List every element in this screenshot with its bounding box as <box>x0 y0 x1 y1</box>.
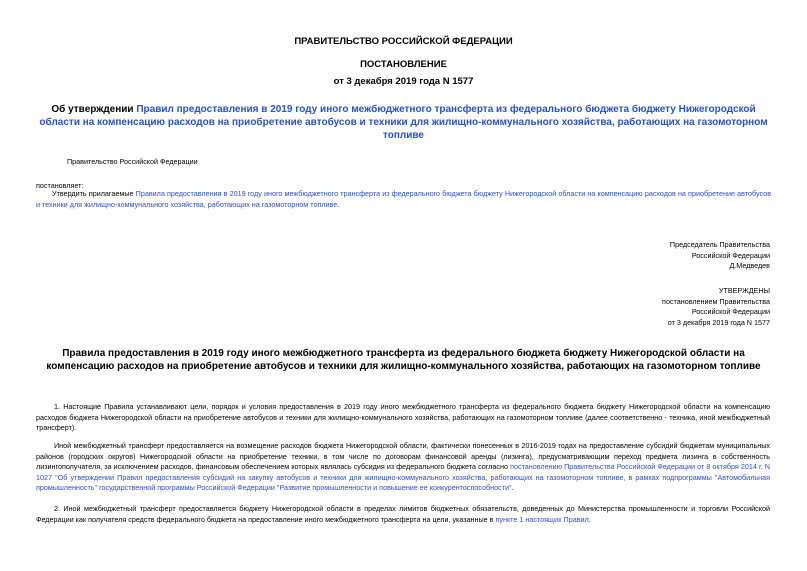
resolution-1027-link[interactable]: постановлению Правительства Российской Федерации от 8 октября 2014 г. N 1027 "Об утверждении Правил предоставления субсидий на закупку автобусов и техники для жилищно-коммунального хозяйства, работающих на газомоторном топливе, в рамках подпрограммы "Автомобильная промышленность" государственной программы Российской Федерации "Развитие промышленности и повышение ее конкурентоспособности" <box>36 462 770 492</box>
approved-block <box>570 286 770 328</box>
preamble-government: Правительство Российской Федерации <box>67 157 198 166</box>
signature-line-2: Российской Федерации <box>691 250 770 260</box>
government-heading: ПРАВИТЕЛЬСТВО РОССИЙСКОЙ ФЕДЕРАЦИИ <box>294 36 513 47</box>
approved-line-4: от 3 декабря 2019 года N 1577 <box>667 317 770 327</box>
approve-prefix: Утвердить прилагаемые <box>52 189 136 198</box>
paragraph-3-text: 2. Иной межбюджетный трансферт предоставляется бюджету Нижегородской области в пределах лимитов бюджетных обязательств, доведенных до Министерства промышленности и торговли Российской Федерации как получателя средств федерального бюджета на предоставление иного межбюджетного трансферта на цели, указанные в <box>36 504 770 524</box>
approved-line-2: постановлением Правительства <box>662 296 770 306</box>
preamble-resolves: постановляет: <box>36 181 84 190</box>
title-prefix: Об утверждении <box>51 104 137 115</box>
paragraph-2-suffix: . <box>511 483 514 492</box>
rules-title: Правила предоставления в 2019 году иного межбюджетного трансферта из федерального бюджета бюджету Нижегородской области на компенсацию расходов на приобретение автобусов и техники для жилищно-коммунального хозяйства, работающих на газомоторном топливе <box>46 348 761 372</box>
document-title <box>36 103 771 142</box>
paragraph-3 <box>36 504 770 525</box>
approve-suffix: . <box>337 199 340 209</box>
approved-line-1: УТВЕРЖДЕНЫ <box>718 286 770 295</box>
signature-line-1: Председатель Правительства <box>669 240 770 249</box>
date-number-heading: от 3 декабря 2019 года N 1577 <box>333 76 474 87</box>
title-rules-link[interactable]: Правил предоставления в 2019 году иного межбюджетного трансферта из федерального бюджета бюджету Нижегородской области на компенсацию расходов на приобретение автобусов и техники для жилищно-коммунального хозяйства, работающих на газомоторном топливе <box>39 104 768 141</box>
approved-line-3: Российской Федерации <box>691 307 770 316</box>
signature-line-3: Д.Медведев <box>729 261 770 270</box>
doc-type-heading: ПОСТАНОВЛЕНИЕ <box>360 59 447 70</box>
paragraph-2-text: Иной межбюджетный трансферт предоставляется на возмещение расходов бюджета Нижегородской области, фактически понесенных в 2016-2019 годах на предоставление субсидий бюджетам муниципальных районов (городских округов) Нижегородской области на приобретение техники, в том числе по договорам финансовой аренды (лизинга), предусматривающим переход предмета лизинга в собственность лизингополучателя, за исключением расходов, финансовым обеспечением которых являлась субсидия из федерального бюджета согласно <box>36 441 770 471</box>
approve-rules-link[interactable]: Правила предоставления в 2019 году иного межбюджетного трансферта из федерального бюджета бюджету Нижегородской области на компенсацию расходов на приобретение автобусов и техники для жилищно-коммунального хозяйства, работающих на газомоторном топливе <box>36 189 772 209</box>
paragraph-1: 1. Настоящие Правила устанавливают цели, порядок и условия предоставления в 2019 году иного межбюджетного трансферта из федерального бюджета бюджету Нижегородской области на компенсацию расходов бюджета Нижегородской области на приобретение автобусов и техники для жилищно-коммунального хозяйства, работающих на газомоторном топливе (далее соответственно - техника, иной межбюджетный трансферт). <box>36 402 770 432</box>
paragraph-2 <box>36 441 770 494</box>
rules-point-1-link[interactable]: пункте 1 настоящих Правил <box>495 514 589 524</box>
paragraph-3-suffix: . <box>588 514 591 524</box>
signature-block <box>570 240 770 272</box>
approve-paragraph <box>36 189 771 210</box>
